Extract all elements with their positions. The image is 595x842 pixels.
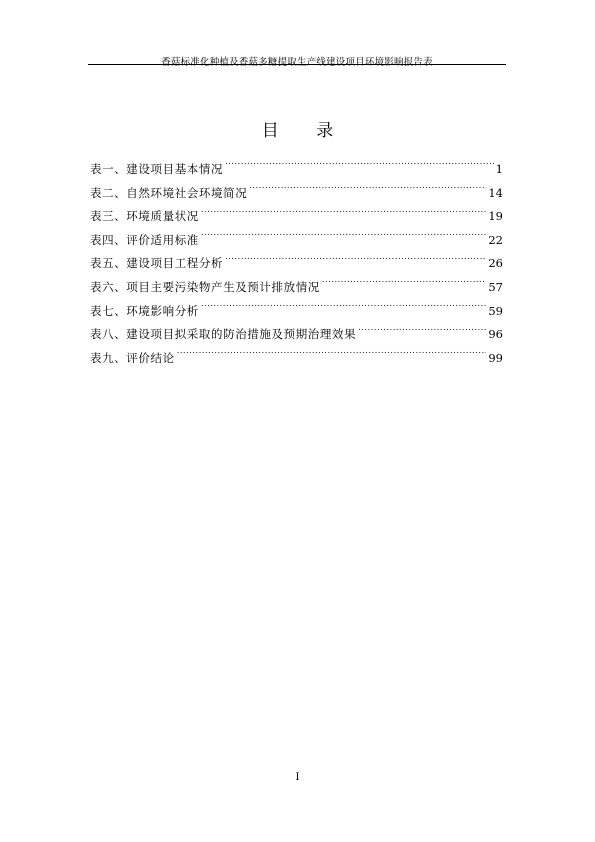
toc-entry-7[interactable] [90,300,503,324]
toc-entry-page: 14 [488,185,503,200]
toc-entry-label: 表六、项目主要污染物产生及预计排放情况 [90,279,320,294]
toc-leader-dots [225,162,494,174]
toc-entry-9[interactable] [90,347,503,371]
toc-entry-page: 22 [488,232,503,247]
toc-leader-dots [249,185,486,197]
toc-entry-page: 57 [488,279,503,294]
toc-entry-5[interactable] [90,252,503,276]
toc-entry-label: 表七、环境影响分析 [90,303,199,318]
page-number: I [295,772,300,783]
toc-leader-dots [358,327,486,339]
toc-entry-8[interactable] [90,323,503,347]
toc-entry-page: 96 [488,327,503,342]
toc-entry-2[interactable] [90,182,503,206]
toc-entry-page: 1 [495,162,503,176]
running-header: 香菇标准化种植及香菇多糖提取生产线建设项目环境影响报告表 [161,57,433,68]
toc-entry-page: 19 [488,209,503,224]
toc-entry-page: 26 [488,256,503,271]
toc-leader-dots [225,256,486,268]
table-of-contents [90,158,503,370]
toc-entry-label: 表四、评价适用标准 [90,232,199,247]
toc-leader-dots [322,279,486,291]
toc-entry-3[interactable] [90,205,503,229]
header-rule [88,64,506,65]
toc-entry-1[interactable] [90,158,503,182]
toc-entry-label: 表九、评价结论 [90,350,175,365]
toc-title: 目 录 [261,121,350,141]
toc-entry-6[interactable] [90,276,503,300]
toc-entry-page: 59 [488,303,503,318]
toc-leader-dots [201,303,486,315]
toc-leader-dots [201,232,486,244]
toc-entry-label: 表八、建设项目拟采取的防治措施及预期治理效果 [90,327,357,342]
toc-entry-label: 表五、建设项目工程分析 [90,256,224,271]
toc-entry-label: 表一、建设项目基本情况 [90,162,224,176]
toc-leader-dots [177,350,487,362]
toc-leader-dots [201,209,486,221]
toc-entry-4[interactable] [90,229,503,253]
toc-entry-label: 表三、环境质量状况 [90,209,199,224]
toc-entry-label: 表二、自然环境社会环境简况 [90,185,248,200]
toc-entry-page: 99 [488,350,503,365]
